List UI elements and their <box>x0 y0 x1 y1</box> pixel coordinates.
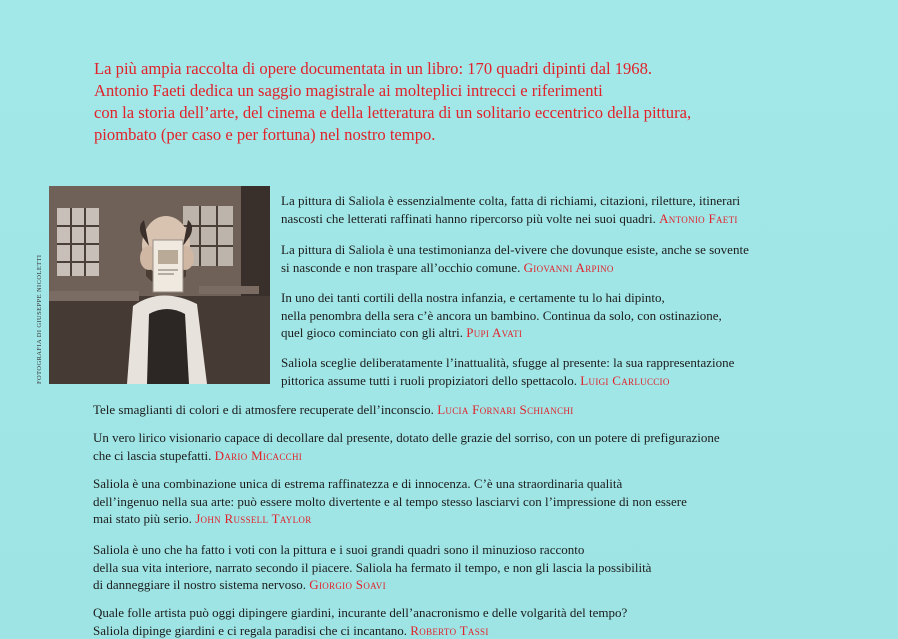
quote-author: Antonio Faeti <box>659 211 738 226</box>
intro-paragraph <box>94 58 794 146</box>
quote-line: La pittura di Saliola è una testimonianza del-vivere che dovunque esiste, anche se sovente <box>281 241 749 259</box>
quote-line: Saliola è una combinazione unica di estrema raffinatezza e di innocenza. C’è una straordinaria qualità <box>93 475 687 493</box>
quote-avati <box>281 289 722 342</box>
quote-author: Luigi Carluccio <box>580 373 669 388</box>
quote-carluccio <box>281 354 734 389</box>
quote-author: Roberto Tassi <box>410 623 488 638</box>
intro-line: piombato (per caso e per fortuna) nel nostro tempo. <box>94 124 794 146</box>
quote-author: Giovanni Arpino <box>524 260 614 275</box>
quote-line: Saliola sceglie deliberatamente l’inattualità, sfugge al presente: la sua rappresentazione <box>281 354 734 372</box>
quote-line: quel gioco cominciato con gli altri. Pupi Avati <box>281 324 722 342</box>
quote-line: della sua vita interiore, narrato secondo il piacere. Saliola ha fermato il tempo, e non gli lascia la possibilità <box>93 559 651 577</box>
quote-line: che ci lascia stupefatti. Dario Micacchi <box>93 447 720 465</box>
quote-line: mai stato più serio. John Russell Taylor <box>93 510 687 528</box>
photo-credit: FOTOGRAFIA DI GIUSEPPE NICOLETTI <box>36 254 43 384</box>
quote-micacchi <box>93 429 720 464</box>
quote-arpino <box>281 241 749 276</box>
quote-line: nascosti che letterati raffinati hanno ripercorso più volte nei suoi quadri. Antonio Faeti <box>281 210 740 228</box>
intro-line: con la storia dell’arte, del cinema e della letteratura di un solitario eccentrico della pittura, <box>94 102 794 124</box>
quote-line: dell’ingenuo nella sua arte: può essere molto divertente e al tempo stesso lasciarvi con l’impressione di non essere <box>93 493 687 511</box>
quote-fornari-schianchi <box>93 401 574 419</box>
quote-line: si nasconde e non traspare all’occhio comune. Giovanni Arpino <box>281 259 749 277</box>
quote-faeti <box>281 192 740 227</box>
quote-author: Pupi Avati <box>466 325 522 340</box>
quote-line: di danneggiare il nostro sistema nervoso. Giorgio Soavi <box>93 576 651 594</box>
quote-author: Giorgio Soavi <box>309 577 386 592</box>
quote-line: La pittura di Saliola è essenzialmente colta, fatta di richiami, citazioni, riletture, itinerari <box>281 192 740 210</box>
quote-line: Un vero lirico visionario capace di decollare dal presente, dotato delle grazie del sorriso, con un potere di prefigurazione <box>93 429 720 447</box>
quote-author: Dario Micacchi <box>215 448 302 463</box>
quote-tassi <box>93 604 627 639</box>
quote-soavi <box>93 541 651 594</box>
quote-line: Saliola è uno che ha fatto i voti con la pittura e i suoi grandi quadri sono il minuzioso racconto <box>93 541 651 559</box>
intro-line: Antonio Faeti dedica un saggio magistrale ai molteplici intrecci e riferimenti <box>94 80 794 102</box>
quote-line: Saliola dipinge giardini e ci regala paradisi che ci incantano. Roberto Tassi <box>93 622 627 639</box>
quote-line: Tele smaglianti di colori e di atmosfere recuperate dell’inconscio. Lucia Fornari Schianchi <box>93 401 574 419</box>
quote-line: nella penombra della sera c’è ancora un bambino. Continua da solo, con ostinazione, <box>281 307 722 325</box>
quote-line: In uno dei tanti cortili della nostra infanzia, e certamente tu lo hai dipinto, <box>281 289 722 307</box>
quote-line: pittorica assume tutti i ruoli propiziatori dello spettacolo. Luigi Carluccio <box>281 372 734 390</box>
artist-photo-image <box>49 186 270 384</box>
quote-author: Lucia Fornari Schianchi <box>437 402 573 417</box>
artist-photo <box>49 186 270 384</box>
quote-author: John Russell Taylor <box>195 511 311 526</box>
quote-line: Quale folle artista può oggi dipingere giardini, incurante dell’anacronismo e delle volgarità del tempo? <box>93 604 627 622</box>
intro-line: La più ampia raccolta di opere documentata in un libro: 170 quadri dipinti dal 1968. <box>94 58 794 80</box>
quote-russell-taylor <box>93 475 687 528</box>
